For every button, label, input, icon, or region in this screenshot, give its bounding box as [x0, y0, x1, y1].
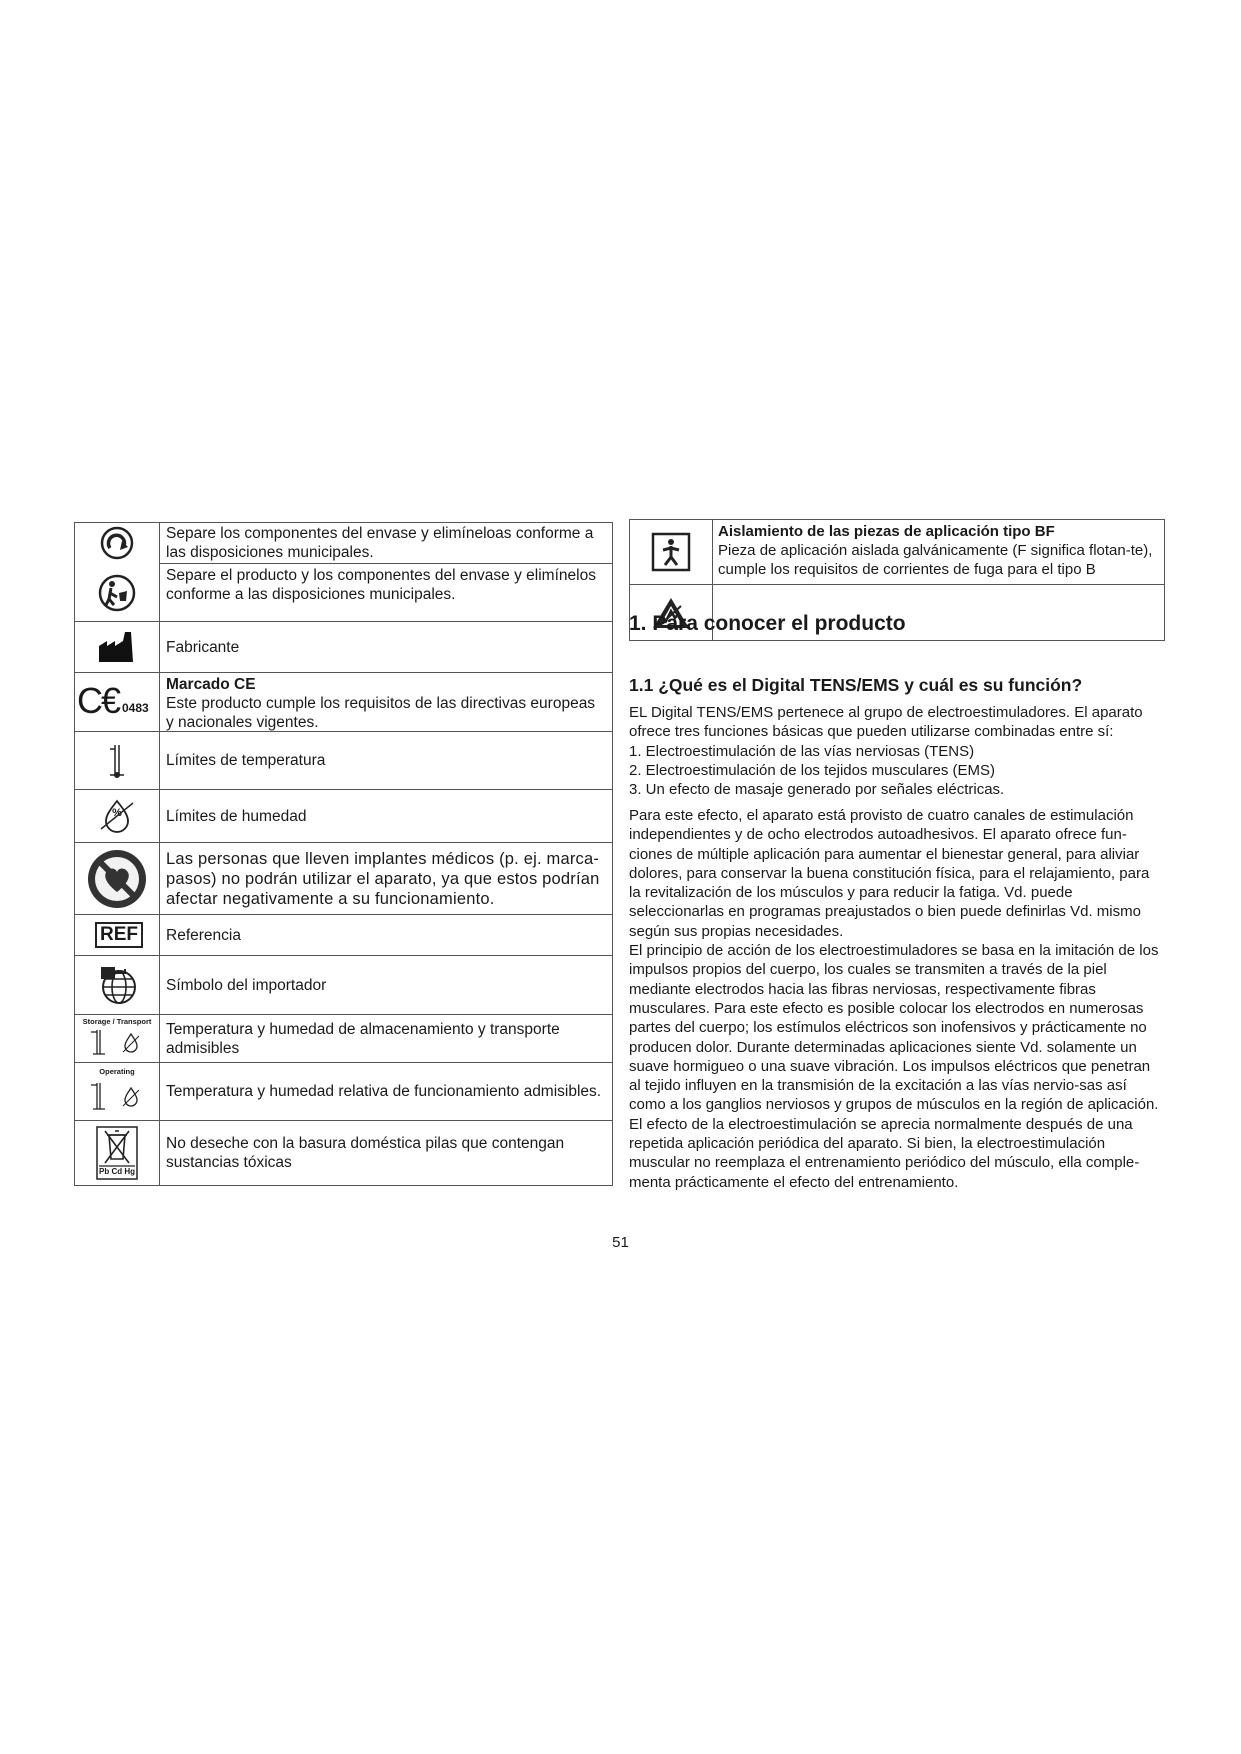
table-row	[75, 1015, 612, 1063]
table-row	[75, 1121, 612, 1185]
table-cell-text: Símbolo del importador	[166, 976, 327, 994]
body-paragraph: El efecto de la electroestimulación se aprecia normalmente después de una repetida aplicación periódica del aparato. Si bien, la electroestimulación muscular no reemplaza el entrenamiento periódico del músculo, ella comple-menta prácticamente el efecto del entrenamiento.	[629, 1115, 1140, 1191]
humidity-icon	[75, 790, 160, 842]
table-cell-text: Separe los componentes del envase y elimíneloas conforme a las disposiciones municipales.	[166, 525, 594, 561]
table-cell-text: Referencia	[166, 926, 241, 944]
no-pacemaker-icon	[75, 843, 160, 914]
table-cell-text: Temperatura y humedad de almacenamiento y transporte admisibles	[166, 1020, 560, 1057]
section-subheading: 1.1 ¿Qué es el Digital TENS/EMS y cuál es su función?	[629, 675, 1083, 695]
intro-paragraph: EL Digital TENS/EMS pertenece al grupo de electroestimuladores. El aparato ofrece tres funciones básicas que pueden utilizarse combinadas entre sí:	[629, 704, 1143, 741]
table-cell-text: No deseche con la basura doméstica pilas que contengan sustancias tóxicas	[166, 1135, 565, 1171]
bf-applied-part-icon	[630, 520, 713, 584]
table-row	[75, 564, 612, 622]
body-paragraph: Para este efecto, el aparato está provisto de cuatro canales de estimulación independientes y de ocho electrodos autoadhesivos. El aparato ofrece fun-ciones de múltiple aplicación para aumentar el bienestar general, para aliviar dolores, para conservar la buena constitución física, para el relajamiento, para la revitalización de los músculos y para reducir la fatiga. Vd. puede seleccionarlas en programas preajustados o bien puede definirlas Vd. mismo según sus propias necesidades.	[629, 807, 1150, 940]
table-cell-text: Temperatura y humedad relativa de funcionamiento admisibles.	[166, 1083, 602, 1100]
intro-block	[629, 703, 1165, 799]
table-row	[75, 790, 612, 843]
ce-number: 0483	[122, 701, 149, 715]
table-cell-text: Límites de temperatura	[166, 752, 326, 769]
function-list	[629, 742, 1165, 800]
symbols-table	[74, 522, 613, 1186]
section-heading: 1. Para conocer el producto	[629, 612, 906, 635]
list-item: 1. Electroestimulación de las vías nerviosas (TENS)	[629, 742, 975, 760]
table-cell-text: Las personas que lleven implantes médicos (p. ej. marca-pasos) no podrán utilizar el aparato, ya que estos podrían afectar negativamente a su funcionamiento.	[166, 849, 600, 908]
table-cell-text: Este producto cumple los requisitos de las directivas europeas y nacionales vigentes.	[166, 695, 596, 731]
table-row	[75, 915, 612, 956]
table-cell-title: Marcado CE	[166, 676, 256, 693]
humidity-label: %	[112, 807, 122, 819]
table-cell-title: Aislamiento de las piezas de aplicación tipo BF	[718, 523, 1055, 540]
table-cell-text: Pieza de aplicación aislada galvánicamente (F significa flotan-te), cumple los requisitos de corrientes de fuga para el tipo B	[718, 542, 1153, 578]
ce-mark-text: C€	[77, 680, 120, 721]
list-item: 3. Un efecto de masaje generado por señales eléctricas.	[629, 781, 1005, 799]
table-row	[75, 956, 612, 1015]
table-row	[75, 1063, 612, 1121]
ref-label: REF	[95, 922, 143, 948]
disposal-person-icon	[75, 564, 160, 621]
table-row	[75, 523, 612, 563]
storage-transport-caption: Storage / Transport	[82, 1017, 152, 1026]
table-row	[75, 622, 612, 673]
operating-caption: Operating	[99, 1067, 135, 1076]
list-item: 2. Electroestimulación de los tejidos musculares (EMS)	[629, 761, 995, 779]
ref-icon	[75, 915, 160, 955]
page-number: 51	[612, 1234, 629, 1251]
table-row	[75, 843, 612, 915]
importer-globe-icon	[75, 956, 160, 1014]
thermometer-icon	[75, 732, 160, 789]
table-row	[630, 520, 1164, 585]
battery-label: Pb Cd Hg	[99, 1167, 135, 1176]
table-cell-text: Separe el producto y los componentes del envase y elimínelos conforme a las disposiciones municipales.	[166, 567, 596, 603]
table-cell-text: Límites de humedad	[166, 807, 307, 825]
ce-mark-icon	[75, 673, 160, 731]
manufacturer-factory-icon	[75, 622, 160, 672]
recycling-arrow-icon	[75, 523, 160, 563]
operating-icon	[75, 1063, 160, 1120]
table-cell-text: Fabricante	[166, 638, 240, 656]
storage-transport-icon	[75, 1015, 160, 1062]
body-paragraph: El principio de acción de los electroestimuladores se basa en la imitación de los impulsos propios del cuerpo, los cuales se transmiten a través de la piel mediante electrodos hacia las fibras nerviosas, respectivamente fibras musculares. Para este efecto es posible colocar los electrodos en numerosas partes del cuerpo; los estímulos eléctricos son inofensivos y prácticamente no producen dolor. Durante determinadas aplicaciones siente Vd. solamente un suave hormigueo o una suave vibración. Los impulsos eléctricos que penetran al tejido influyen en la transmisión de la excitación a las vías nervio-sas así como a los ganglios nerviosos y grupos de músculos en la región de aplicación.	[629, 942, 1159, 1114]
body-block	[629, 806, 1165, 1192]
battery-disposal-icon	[75, 1121, 160, 1185]
table-row	[75, 673, 612, 732]
table-row	[75, 732, 612, 790]
